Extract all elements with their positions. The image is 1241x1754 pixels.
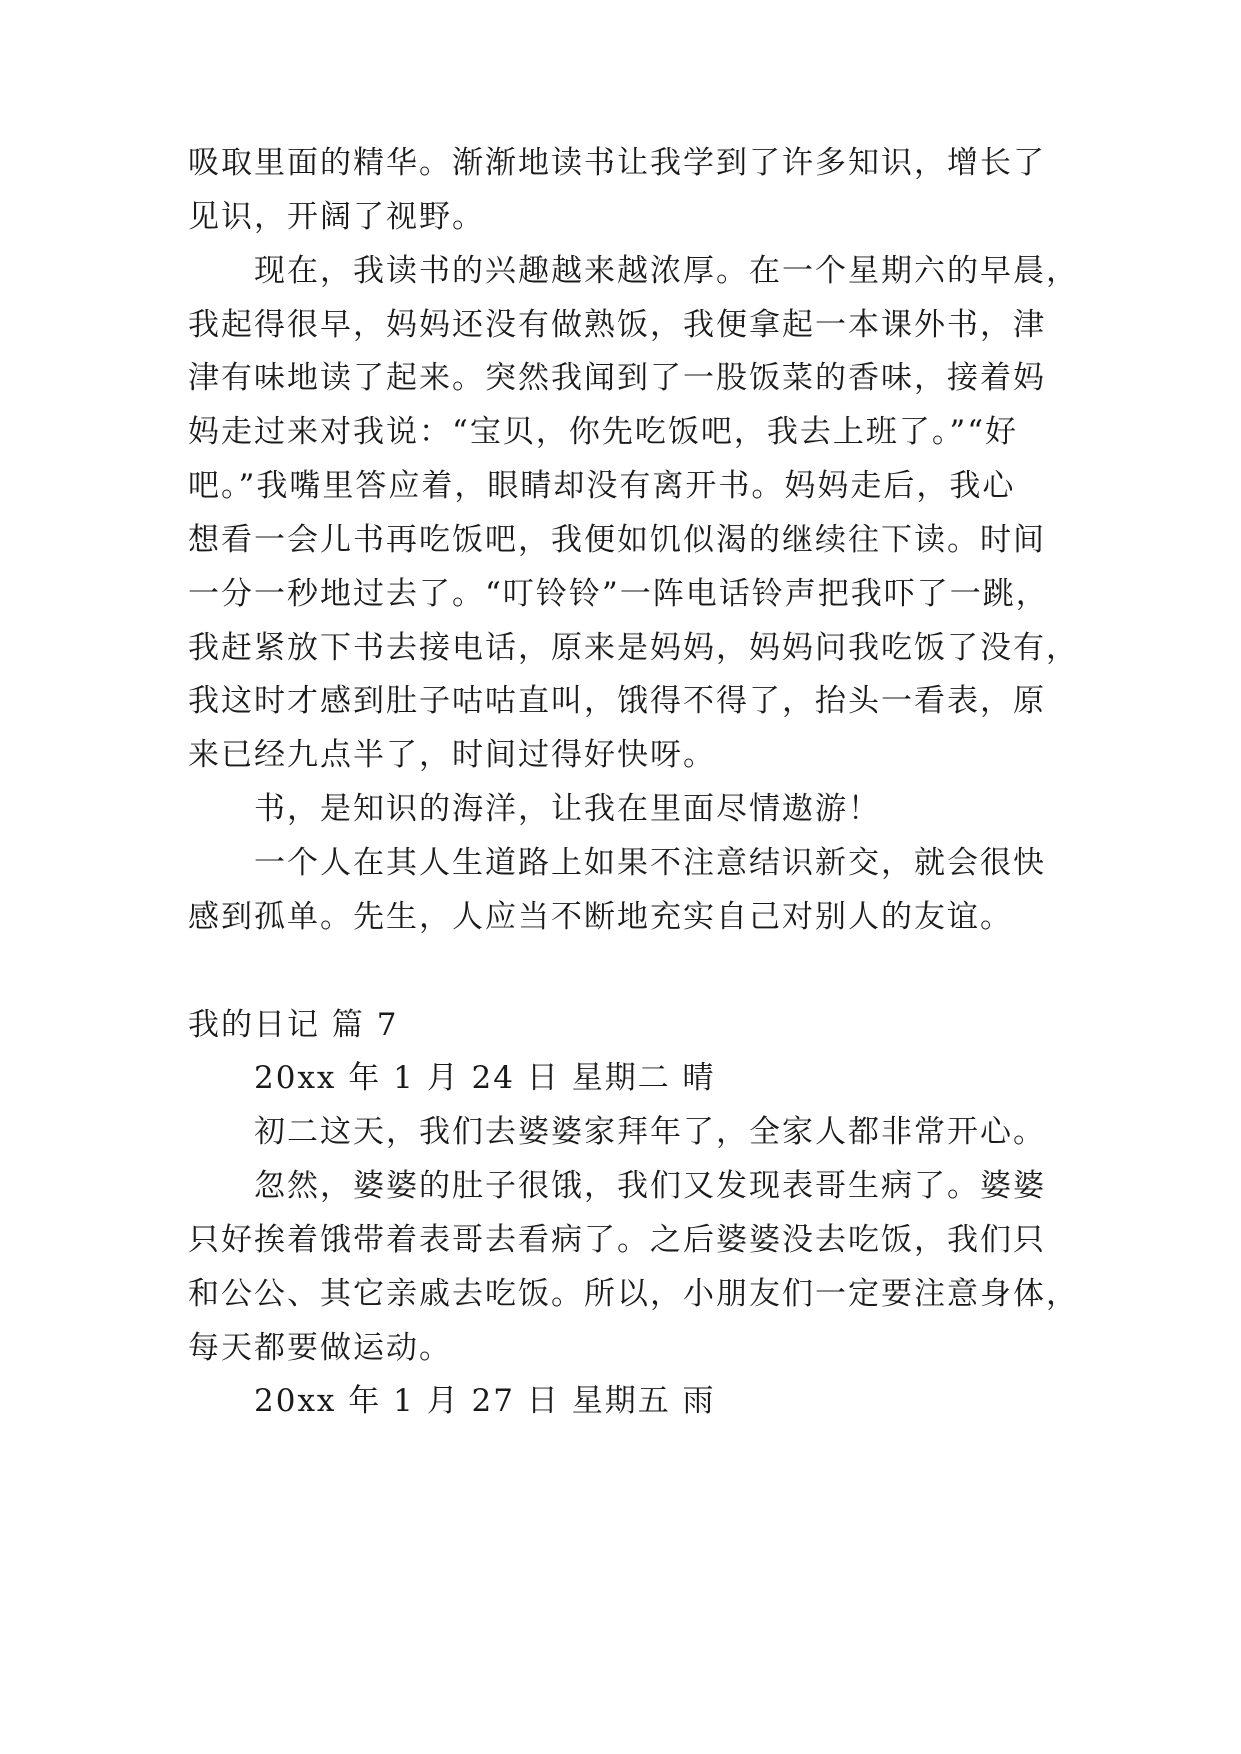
section-heading: 我的日记 篇 7 (188, 1007, 399, 1043)
paragraph-line: 我赶紧放下书去接电话，原来是妈妈，妈妈问我吃饭了没有， (188, 630, 1079, 666)
paragraph-line: 津有味地读了起来。突然我闻到了一股饭菜的香味，接着妈 (188, 360, 1046, 396)
paragraph-line: 吸取里面的精华。渐渐地读书让我学到了许多知识，增长了 (188, 145, 1046, 181)
paragraph-line: 见识，开阔了视野。 (188, 199, 485, 235)
paragraph-line: 我起得很早，妈妈还没有做熟饭，我便拿起一本课外书，津 (188, 307, 1046, 343)
paragraph-line: 忽然，婆婆的肚子很饿，我们又发现表哥生病了。婆婆 (254, 1168, 1046, 1204)
paragraph-line: 我这时才感到肚子咕咕直叫，饿得不得了，抬头一看表，原 (188, 683, 1046, 719)
paragraph-line: 感到孤单。先生，人应当不断地充实自己对别人的友谊。 (188, 899, 1013, 935)
paragraph-line: 和公公、其它亲戚去吃饭。所以，小朋友们一定要注意身体， (188, 1276, 1079, 1312)
paragraph-line: 只好挨着饿带着表哥去看病了。之后婆婆没去吃饭，我们只 (188, 1222, 1046, 1258)
diary-date: 20xx 年 1 月 27 日 星期五 雨 (254, 1383, 716, 1419)
paragraph-line: 书，是知识的海洋，让我在里面尽情遨游！ (254, 791, 881, 827)
paragraph-line: 来已经九点半了，时间过得好快呀。 (188, 737, 716, 773)
paragraph-line: 想看一会儿书再吃饭吧，我便如饥似渴的继续往下读。时间 (188, 522, 1046, 558)
paragraph-line: 初二这天，我们去婆婆家拜年了，全家人都非常开心。 (254, 1114, 1046, 1150)
paragraph-line: 妈走过来对我说：“宝贝，你先吃饭吧，我去上班了。”“好 (188, 414, 1019, 450)
paragraph-line: 现在，我读书的兴趣越来越浓厚。在一个星期六的早晨， (254, 253, 1079, 289)
paragraph-line: 每天都要做运动。 (188, 1330, 452, 1366)
diary-date: 20xx 年 1 月 24 日 星期二 晴 (254, 1060, 716, 1096)
paragraph-line: 一个人在其人生道路上如果不注意结识新交，就会很快 (254, 845, 1046, 881)
paragraph-line: 吧。”我嘴里答应着，眼睛却没有离开书。妈妈走后，我心 (188, 468, 1016, 504)
paragraph-line: 一分一秒地过去了。“叮铃铃”一阵电话铃声把我吓了一跳， (188, 576, 1049, 612)
